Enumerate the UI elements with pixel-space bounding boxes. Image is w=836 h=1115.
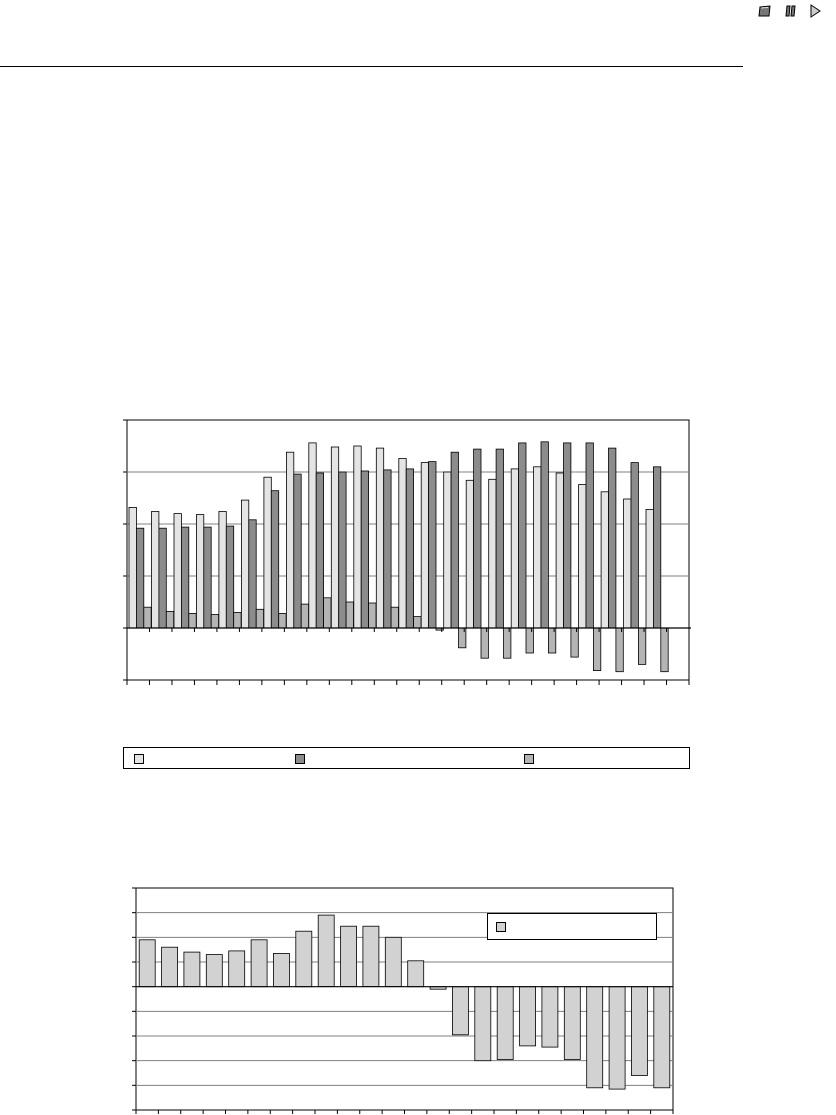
chart-1-bar-s1-9 [309,443,316,628]
chart-1-bar-s3-21 [593,628,600,671]
chart-1-bar-s2-22 [609,448,616,628]
legend-swatch-1 [134,754,144,764]
chart-1-bar-s3-7 [279,613,286,628]
chart-2-bar-5 [229,951,245,987]
chart-2-bar-24 [654,987,670,1088]
chart-1-bar-s1-3 [174,514,181,628]
chart-1-bar-s1-20 [556,473,563,628]
chart-1-bar-s3-5 [234,612,241,628]
chart-1-bar-s2-8 [294,474,301,628]
chart-1-bar-s1-22 [601,492,608,628]
chart-1-bar-s3-19 [548,628,555,653]
chart-1-bar-s2-9 [316,473,323,628]
chart-2-bar-8 [296,931,312,987]
chart-1-bar-s1-10 [331,447,338,628]
chart-2-bar-20 [564,987,580,1060]
chart-1-bar-s2-3 [181,527,188,628]
chart-2-bar-23 [631,987,647,1076]
chart-1-bar-s3-18 [526,628,533,653]
chart-1-bar-s1-11 [354,446,361,628]
chart-1-bar-s2-13 [406,469,413,628]
chart-1-bar-s1-12 [376,448,383,628]
legend-label-3: Series 3 [540,753,577,765]
legend2-item-series-1 [496,922,549,932]
legend-item-series-2 [295,754,348,764]
chart-1-bar-s3-10 [346,602,353,628]
legend-swatch-2 [295,754,305,764]
chart-1-bar-s1-1 [129,507,136,628]
chart-1-bar-s2-7 [271,491,278,628]
chart-1-bar-s1-16 [466,480,473,628]
chart-1-bar-s2-1 [136,528,143,628]
legend-label-1: Series 1 [150,753,187,765]
chart-1-bar-s3-9 [324,598,331,628]
chart-1-bar-s2-11 [361,471,368,628]
chart-2-bar-12 [385,937,401,986]
legend-item-series-3 [524,754,577,764]
chart-1-bar-s2-10 [339,472,346,628]
chart-1-bar-s1-7 [264,477,271,628]
chart-1-bar-s3-16 [481,628,488,658]
chart-1-bar-s1-4 [196,515,203,628]
chart-1-bar-s1-21 [579,485,586,629]
chart-1-bar-s1-24 [646,509,653,628]
chart-1-bar-s3-6 [256,609,263,628]
chart-2-legend [487,913,657,940]
chart-2-bar-17 [497,987,513,1060]
chart-1-bar-s1-23 [624,499,631,628]
chart-1-bar-s3-15 [459,628,466,648]
chart-1-bar-s1-2 [152,512,159,629]
chart-2-bar-11 [363,926,379,986]
legend-item-series-1 [134,754,187,764]
chart-2-bar-15 [452,987,468,1035]
chart-1-bar-s3-2 [166,611,173,628]
chart-1-bar-s2-17 [496,449,503,628]
chart-2-bar-3 [184,952,200,987]
chart-1-bar-s2-2 [159,528,166,628]
chart-2-bar-1 [139,940,155,987]
chart-1-bar-s3-12 [391,607,398,628]
chart-1-bar-s2-21 [586,443,593,628]
legend-swatch-3 [524,754,534,764]
chart-2-bar-10 [341,926,357,986]
chart-1-bar-s1-19 [534,467,541,628]
chart-1-bar-s3-22 [616,628,623,672]
chart-1-bar-s1-15 [444,472,451,628]
chart-2-bar-16 [475,987,491,1061]
chart-1-bar-s3-13 [414,617,421,628]
chart-2-bar-22 [609,987,625,1089]
chart-1-bar-s1-18 [511,469,518,628]
chart-1-bar-s2-12 [384,470,391,628]
chart-1-bar-s3-23 [638,628,645,664]
chart-1-bar-s1-14 [421,463,428,628]
chart-1-bar-s2-14 [429,462,436,628]
chart-1-bar-s3-1 [144,607,151,628]
chart-1-bar-s1-8 [286,452,293,628]
legend2-label-1: Series 1 [512,921,549,933]
chart-1-bar-s1-17 [489,479,496,628]
chart-1-bar-s2-20 [564,443,571,628]
chart-1-bar-s1-13 [399,459,406,629]
chart-1-bar-s3-20 [571,628,578,657]
chart-1-legend [123,747,690,769]
chart-1 [123,420,691,685]
legend-label-2: Series 2 [311,753,348,765]
chart-1-bar-s2-19 [541,442,548,628]
chart-2-bar-9 [318,915,334,987]
chart-1-bar-s3-4 [211,615,218,629]
chart-1-bar-s3-24 [661,628,668,672]
chart-1-bar-s2-16 [474,449,481,628]
chart-1-bar-s3-8 [301,604,308,628]
chart-1-bar-s2-24 [653,467,660,628]
chart-1-bar-s3-11 [369,603,376,628]
chart-1-bar-s1-6 [241,500,248,628]
chart-1-bar-s1-5 [219,512,226,629]
chart-1-bar-s3-3 [189,613,196,628]
chart-2-bar-4 [206,955,222,987]
chart-1-bar-s2-5 [226,526,233,628]
chart-2-bar-2 [162,947,178,987]
chart-2-bar-19 [542,987,558,1047]
chart-2-bar-7 [273,953,289,986]
chart-2-bar-13 [408,961,424,987]
chart-2-bar-18 [520,987,536,1046]
chart-2-bar-6 [251,940,267,987]
chart-1-bar-s2-18 [519,443,526,628]
chart-1-bar-s2-4 [204,527,211,628]
chart-1-bar-s2-15 [451,452,458,628]
legend2-swatch-1 [496,922,506,932]
chart-1-bar-s2-23 [631,463,638,628]
chart-1-bar-s3-17 [504,628,511,658]
chart-2-bar-21 [587,987,603,1088]
chart-1-bar-s2-6 [249,520,256,628]
